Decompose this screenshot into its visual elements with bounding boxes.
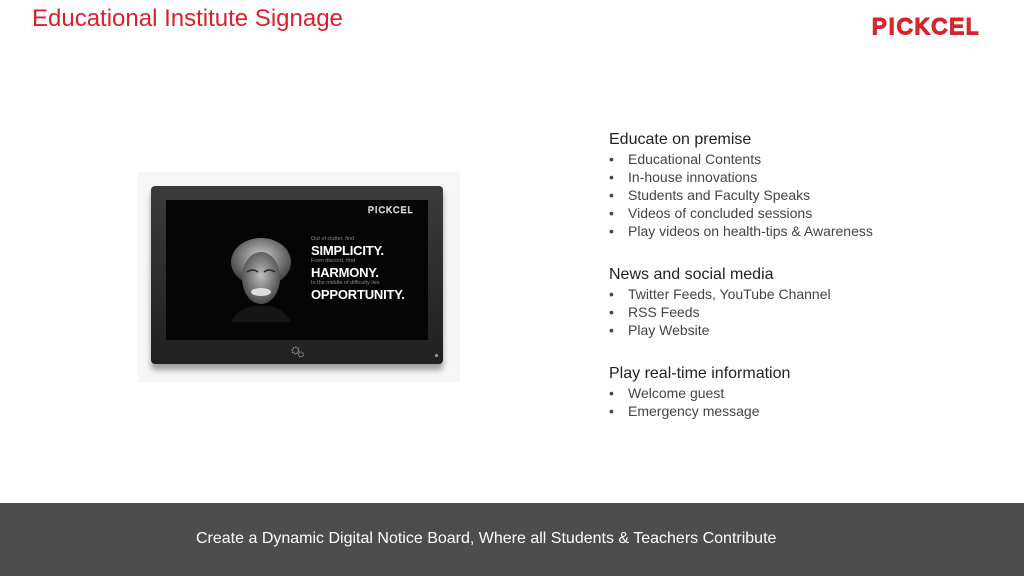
- quote-line: In the middle of difficulty lies: [311, 280, 380, 286]
- quote-line: OPPORTUNITY.: [311, 287, 405, 302]
- gear-icon: [291, 346, 305, 358]
- section-realtime: [609, 364, 1009, 420]
- logo-text: PICKCEL: [872, 14, 981, 38]
- list-item-text: RSS Feeds: [628, 304, 700, 320]
- section-heading: Educate on premise: [609, 131, 752, 148]
- list-item-text: Students and Faculty Speaks: [628, 187, 811, 203]
- bullet-icon: •: [609, 385, 614, 401]
- bullet-icon: •: [609, 223, 614, 239]
- quote-line: From discord, find: [311, 258, 356, 264]
- bullet-icon: •: [609, 151, 614, 167]
- bullet-icon: •: [609, 169, 614, 185]
- list-item-text: In-house innovations: [628, 169, 758, 185]
- power-led-icon: [435, 354, 438, 357]
- bullet-icon: •: [609, 322, 614, 338]
- list-item: [609, 303, 1009, 321]
- section-news: [609, 265, 1009, 339]
- signage-monitor: [151, 186, 443, 364]
- bullet-icon: •: [609, 187, 614, 203]
- footer-tagline: Create a Dynamic Digital Notice Board, Where all Students & Teachers Contribute: [196, 530, 777, 547]
- screen-logo: [368, 204, 428, 215]
- feature-list: [609, 130, 1009, 445]
- bullet-icon: •: [609, 286, 614, 302]
- list-item-text: Educational Contents: [628, 151, 762, 167]
- list-item-text: Play videos on health-tips & Awareness: [628, 223, 873, 239]
- list-item: [609, 402, 1009, 420]
- quote-line: SIMPLICITY.: [311, 243, 384, 258]
- quote-line: HARMONY.: [311, 265, 379, 280]
- section-heading: Play real-time information: [609, 365, 791, 382]
- bullet-icon: •: [609, 403, 614, 419]
- list-item-text: Twitter Feeds, YouTube Channel: [628, 286, 831, 302]
- list-item: [609, 150, 1009, 168]
- monitor-screen: [166, 200, 428, 340]
- list-item: [609, 384, 1009, 402]
- section-educate: [609, 130, 1009, 240]
- bullet-icon: •: [609, 205, 614, 221]
- screen-logo-text: PICKCEL: [368, 205, 414, 215]
- list-item: [609, 321, 1009, 339]
- footer-banner: [0, 503, 1024, 576]
- monitor-quote: [311, 236, 426, 302]
- bullet-icon: •: [609, 304, 614, 320]
- portrait-image: [221, 232, 301, 322]
- list-item: [609, 204, 1009, 222]
- section-heading: News and social media: [609, 266, 774, 283]
- list-item: [609, 222, 1009, 240]
- section-items: [609, 150, 1009, 240]
- list-item-text: Play Website: [628, 322, 710, 338]
- quote-line: Out of clutter, find: [311, 236, 355, 242]
- list-item: [609, 285, 1009, 303]
- list-item: [609, 168, 1009, 186]
- section-items: [609, 285, 1009, 339]
- page-title: Educational Institute Signage: [32, 5, 343, 32]
- section-items: [609, 384, 1009, 420]
- list-item-text: Welcome guest: [628, 385, 725, 401]
- pickcel-logo: [872, 14, 1018, 38]
- list-item: [609, 186, 1009, 204]
- list-item-text: Emergency message: [628, 403, 760, 419]
- list-item-text: Videos of concluded sessions: [628, 205, 813, 221]
